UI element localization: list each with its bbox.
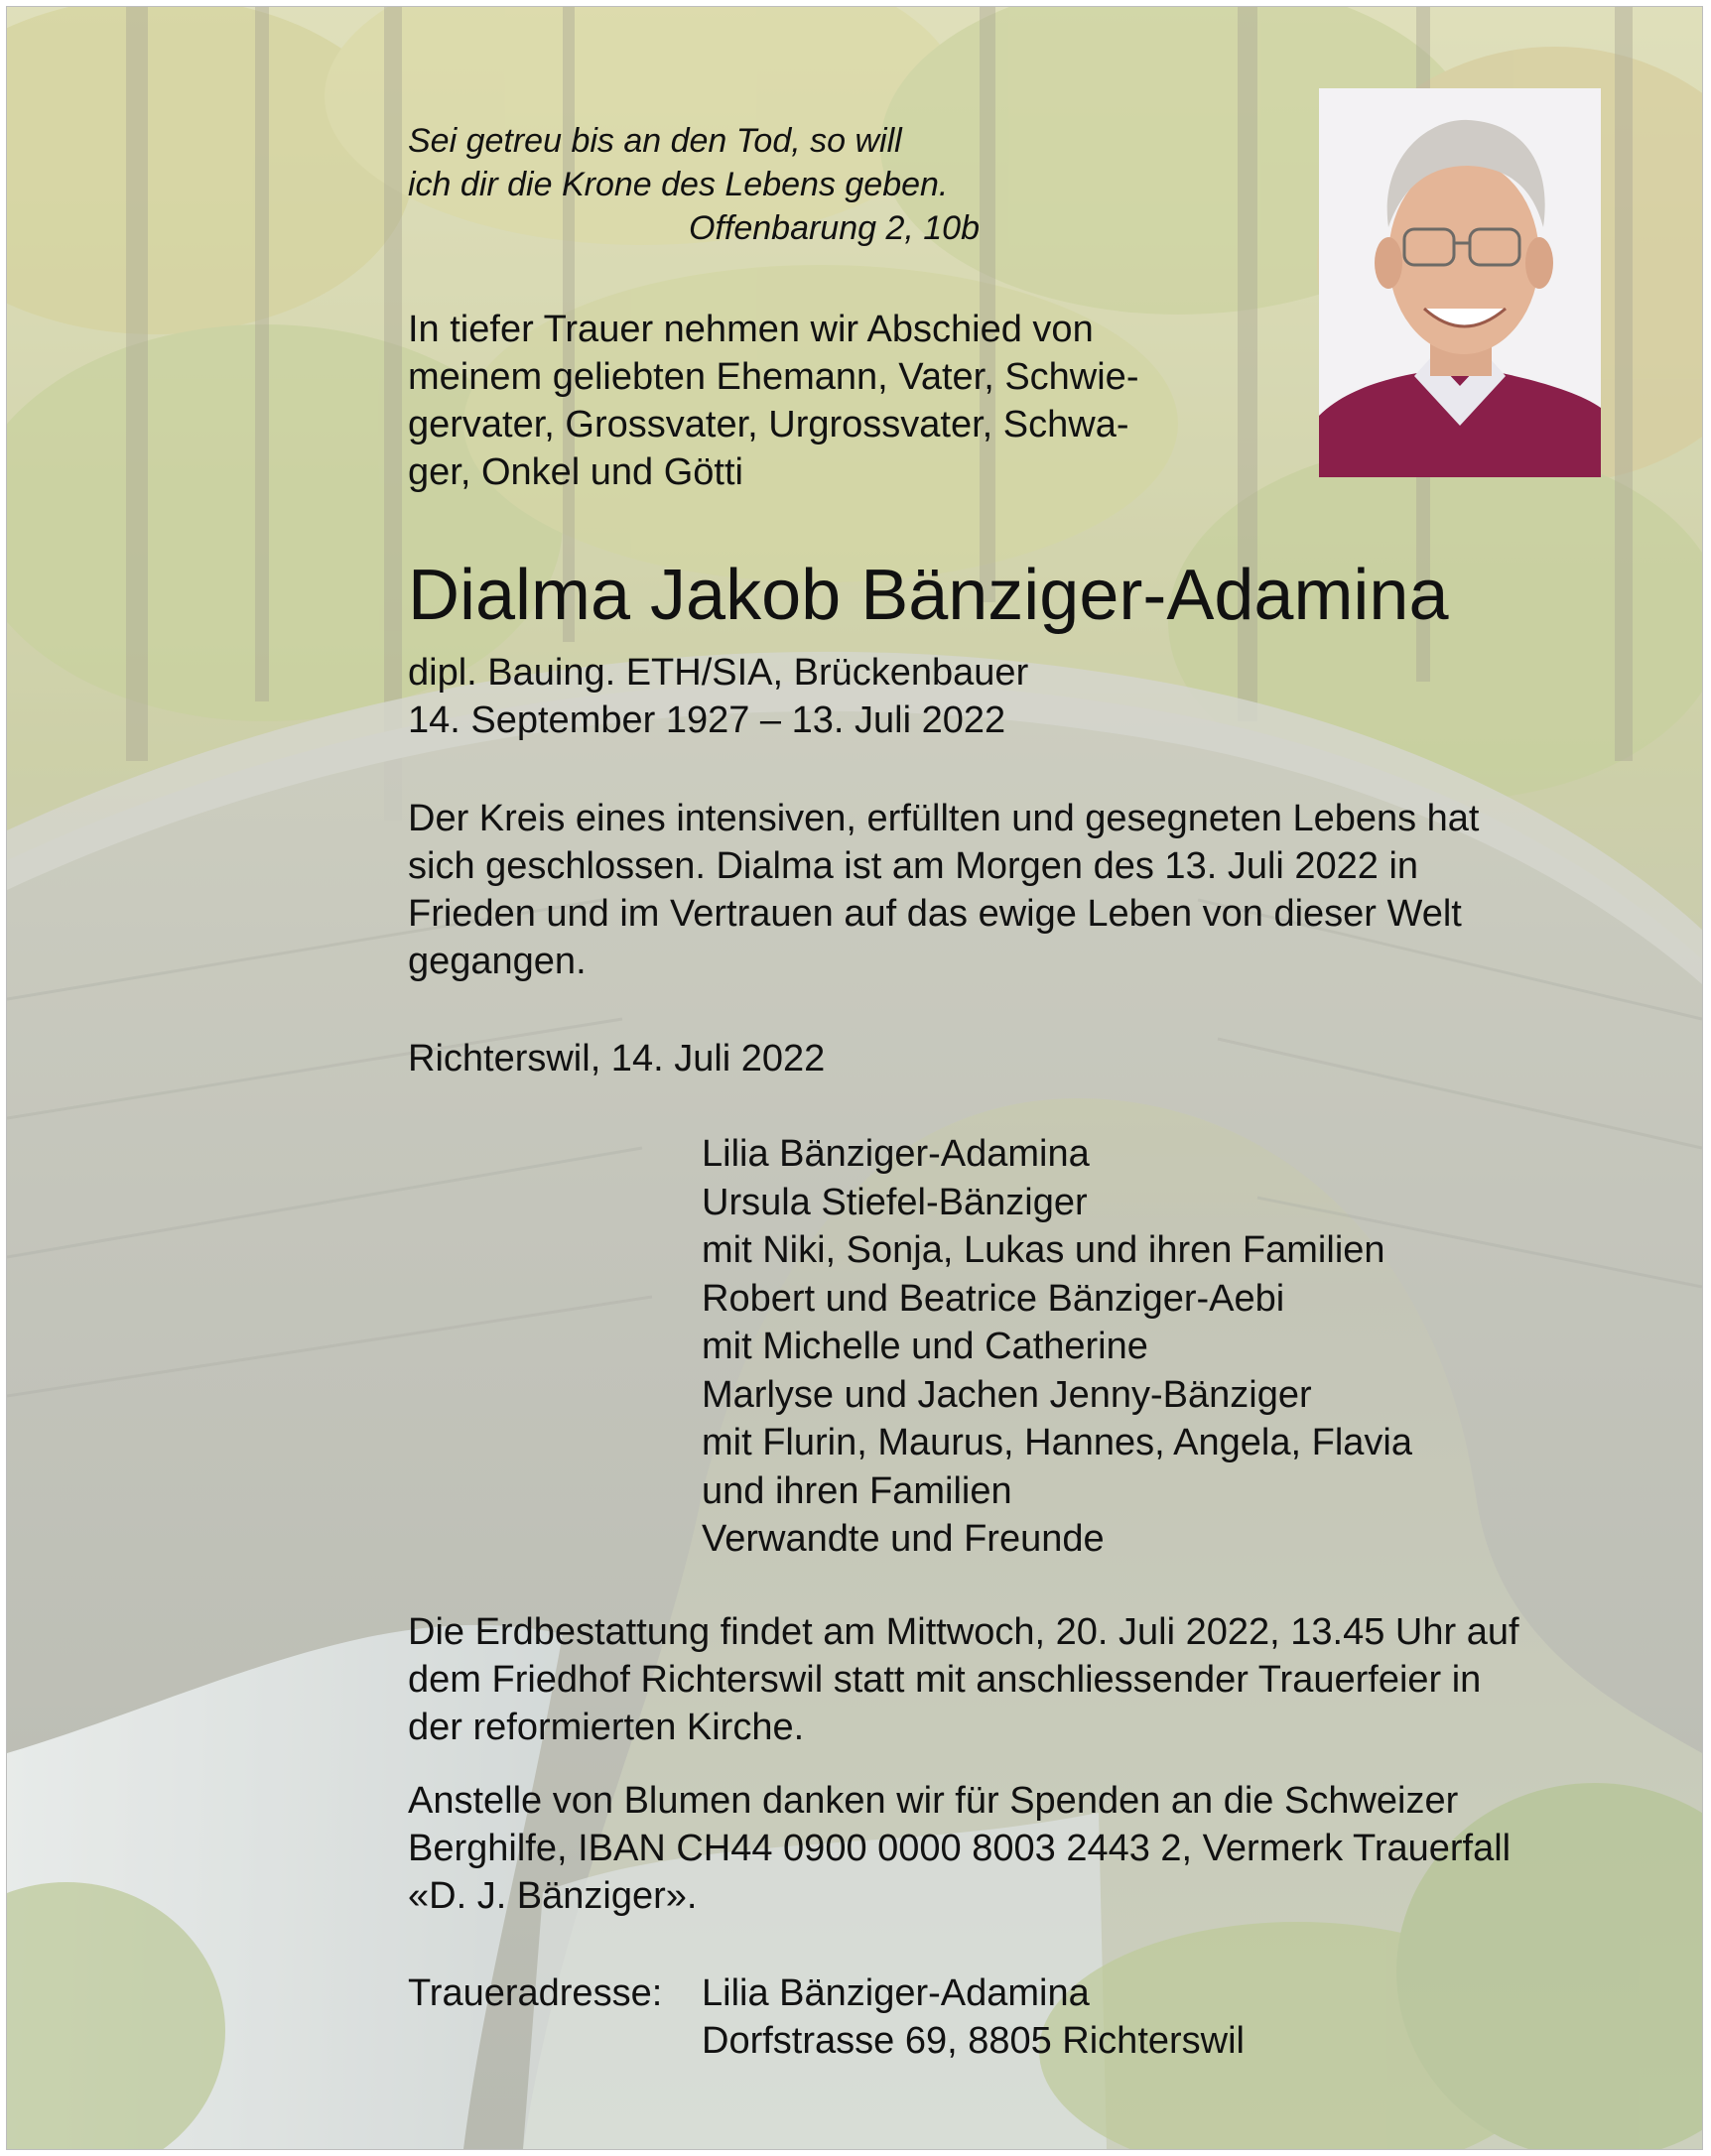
donation-paragraph	[408, 1777, 1605, 1920]
bible-verse-line: Sei getreu bis an den Tod, so will	[408, 122, 902, 160]
intro-line: gervater, Grossvater, Urgrossvater, Schwa-	[408, 404, 1129, 445]
message-line: gegangen.	[408, 941, 587, 982]
funeral-line: dem Friedhof Richterswil statt mit anschliessender Trauerfeier in	[408, 1659, 1482, 1701]
funeral-line: Die Erdbestattung findet am Mittwoch, 20. Juli 2022, 13.45 Uhr auf	[408, 1611, 1519, 1653]
address-spacer	[408, 2017, 702, 2065]
mourner-line: Ursula Stiefel-Bänziger	[702, 1181, 1088, 1223]
mourner-line: mit Flurin, Maurus, Hannes, Angela, Flavia	[702, 1422, 1412, 1463]
mourner-line: Lilia Bänziger-Adamina	[702, 1133, 1090, 1175]
deceased-dates: 14. September 1927 – 13. Juli 2022	[408, 699, 1006, 741]
mourner-line: mit Niki, Sonja, Lukas und ihren Familien	[702, 1229, 1385, 1271]
bible-verse-reference: Offenbarung 2, 10b	[689, 209, 981, 247]
mourner-line: und ihren Familien	[702, 1469, 1012, 1512]
portrait-photo	[1319, 88, 1601, 477]
portrait-image	[1319, 88, 1601, 477]
intro-line: meinem geliebten Ehemann, Vater, Schwie-	[408, 356, 1139, 398]
message-line: Der Kreis eines intensiven, erfüllten und gesegneten Lebens hat	[408, 798, 1480, 839]
intro-line: ger, Onkel und Götti	[408, 451, 743, 493]
message-paragraph	[408, 795, 1605, 985]
donation-line: Berghilfe, IBAN CH44 0900 0000 8003 2443 2, Vermerk Trauerfall	[408, 1828, 1512, 1869]
intro-paragraph	[408, 306, 1228, 496]
funeral-line: der reformierten Kirche.	[408, 1707, 805, 1748]
obituary-page	[6, 6, 1703, 2150]
mourner-line: Robert und Beatrice Bänziger-Aebi	[702, 1277, 1285, 1320]
deceased-profession: dipl. Bauing. ETH/SIA, Brückenbauer	[408, 652, 1029, 694]
place-date: Richterswil, 14. Juli 2022	[408, 1038, 826, 1079]
mourning-address	[408, 1969, 1245, 2065]
bible-verse-line: ich dir die Krone des Lebens geben.	[408, 166, 949, 203]
address-name: Lilia Bänziger-Adamina	[702, 1972, 1090, 2014]
deceased-name: Dialma Jakob Bänziger-Adamina	[408, 556, 1449, 635]
address-label: Traueradresse:	[408, 1972, 663, 2014]
address-street: Dorfstrasse 69, 8805 Richterswil	[702, 2020, 1245, 2062]
funeral-paragraph	[408, 1608, 1605, 1751]
bible-verse	[408, 119, 1043, 250]
donation-line: Anstelle von Blumen danken wir für Spenden an die Schweizer	[408, 1780, 1459, 1822]
deceased-details	[408, 649, 1301, 744]
mourner-line: Verwandte und Freunde	[702, 1518, 1105, 1560]
mourners-list	[702, 1130, 1412, 1564]
message-line: sich geschlossen. Dialma ist am Morgen des 13. Juli 2022 in	[408, 845, 1419, 887]
mourner-line: Marlyse und Jachen Jenny-Bänziger	[702, 1373, 1312, 1416]
message-line: Frieden und im Vertrauen auf das ewige Leben von dieser Welt	[408, 893, 1462, 935]
intro-line: In tiefer Trauer nehmen wir Abschied von	[408, 309, 1094, 350]
donation-line: «D. J. Bänziger».	[408, 1875, 698, 1917]
mourner-line: mit Michelle und Catherine	[702, 1326, 1148, 1367]
